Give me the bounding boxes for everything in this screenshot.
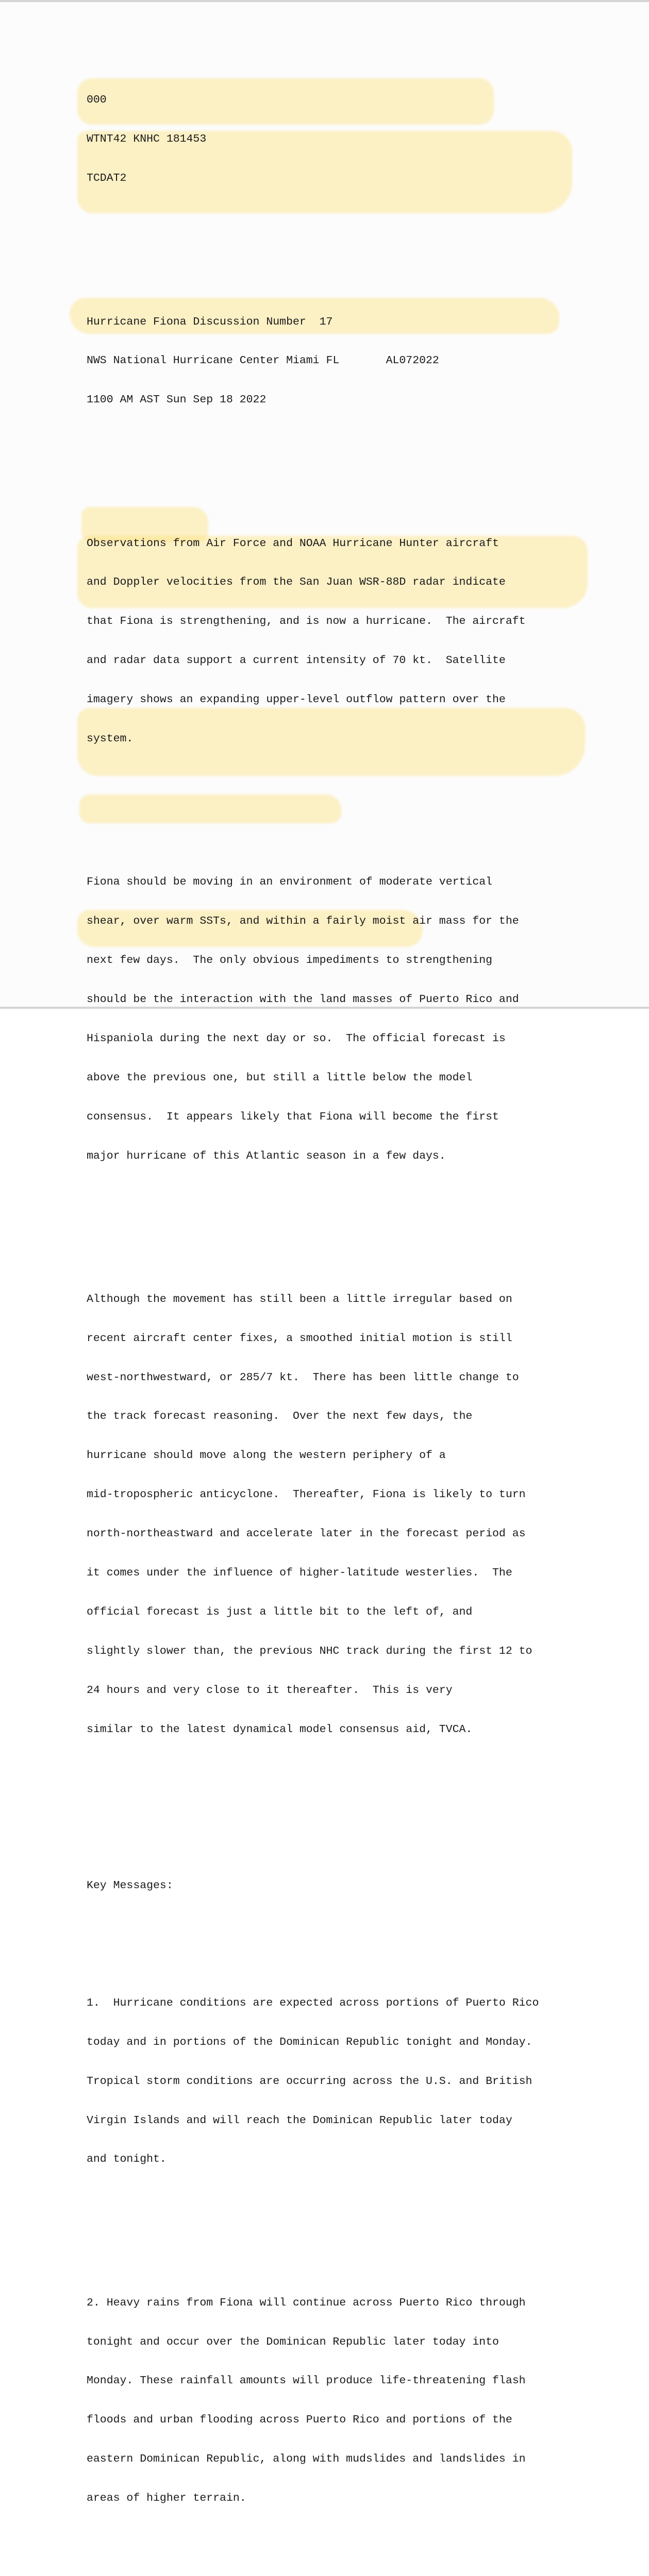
- paragraph-line: hurricane should move along the western periphery of a: [87, 1449, 446, 1462]
- paragraph-line: major hurricane of this Atlantic season in a few days.: [87, 1149, 446, 1162]
- key-message-line: 2. Heavy rains from Fiona will continue across Puerto Rico through: [87, 2296, 526, 2309]
- paragraph-line: 24 hours and very close to it thereafter. This is very: [87, 1684, 453, 1697]
- title-line: Hurricane Fiona Discussion Number 17: [87, 315, 333, 328]
- paragraph-line: slightly slower than, the previous NHC track during the first 12 to: [87, 1645, 532, 1657]
- title-block: [87, 290, 539, 433]
- key-message-line: eastern Dominican Republic, along with mudslides and landslides in: [87, 2453, 526, 2466]
- paragraph-line: it comes under the influence of higher-latitude westerlies. The: [87, 1567, 512, 1580]
- paragraph-line: shear, over warm SSTs, and within a fairly moist air mass for the: [87, 915, 519, 928]
- key-messages-heading: Key Messages:: [87, 1879, 173, 1892]
- paragraph-line: and Doppler velocities from the San Juan WSR-88D radar indicate: [87, 576, 506, 589]
- title-line: 1100 AM AST Sun Sep 18 2022: [87, 394, 267, 406]
- paragraph-line: west-northwestward, or 285/7 kt. There has been little change to: [87, 1371, 519, 1384]
- title-line: NWS National Hurricane Center Miami FL AL072022: [87, 354, 439, 367]
- paragraph-line: mid-tropospheric anticyclone. Thereafter, Fiona is likely to turn: [87, 1488, 526, 1501]
- paragraph-line: the track forecast reasoning. Over the next few days, the: [87, 1410, 473, 1423]
- paragraph-line: recent aircraft center fixes, a smoothed initial motion is still: [87, 1332, 512, 1345]
- paragraph-line: Although the movement has still been a little irregular based on: [87, 1293, 512, 1306]
- paragraph-line: official forecast is just a little bit to the left of, and: [87, 1605, 473, 1618]
- key-message-1: [87, 1971, 539, 2192]
- key-message-line: floods and urban flooding across Puerto Rico and portions of the: [87, 2414, 512, 2427]
- paragraph-line: and radar data support a current intensity of 70 kt. Satellite: [87, 654, 506, 667]
- key-message-line: and tonight.: [87, 2153, 167, 2166]
- paragraph-line: above the previous one, but still a little below the model: [87, 1071, 473, 1084]
- paragraph-line: imagery shows an expanding upper-level outflow pattern over the: [87, 693, 506, 706]
- product-header: [87, 68, 539, 211]
- paragraph-intensity: [87, 850, 539, 1189]
- discussion-text: [87, 29, 539, 2576]
- key-message-line: Virgin Islands and will reach the Dominican Republic later today: [87, 2114, 512, 2127]
- paragraph-line: consensus. It appears likely that Fiona will become the first: [87, 1110, 499, 1123]
- paragraph-line: should be the interaction with the land masses of Puerto Rico and: [87, 993, 519, 1006]
- paragraph-track: [87, 1267, 539, 1762]
- key-message-line: Tropical storm conditions are occurring across the U.S. and British: [87, 2075, 532, 2088]
- paragraph-line: Hispaniola during the next day or so. The official forecast is: [87, 1032, 506, 1045]
- paragraph-line: system.: [87, 733, 134, 745]
- header-line: WTNT42 KNHC 181453: [87, 133, 207, 146]
- paragraph-line: that Fiona is strengthening, and is now a hurricane. The aircraft: [87, 615, 526, 628]
- key-message-line: Monday. These rainfall amounts will produce life-threatening flash: [87, 2375, 526, 2387]
- key-message-line: tonight and occur over the Dominican Republic later today into: [87, 2335, 499, 2348]
- key-message-line: areas of higher terrain.: [87, 2492, 246, 2505]
- key-message-line: today and in portions of the Dominican Republic tonight and Monday.: [87, 2036, 532, 2048]
- key-message-2: [87, 2270, 539, 2531]
- paragraph-line: north-northeastward and accelerate later in the forecast period as: [87, 1528, 526, 1540]
- key-message-line: 1. Hurricane conditions are expected across portions of Puerto Rico: [87, 1996, 539, 2009]
- paragraph-line: Fiona should be moving in an environment of moderate vertical: [87, 876, 493, 889]
- paragraph-line: next few days. The only obvious impediments to strengthening: [87, 954, 493, 967]
- paragraph-observations: [87, 511, 539, 772]
- paragraph-line: similar to the latest dynamical model consensus aid, TVCA.: [87, 1723, 473, 1736]
- header-line: 000: [87, 94, 107, 107]
- paragraph-line: Observations from Air Force and NOAA Hurricane Hunter aircraft: [87, 537, 499, 550]
- header-line: TCDAT2: [87, 172, 127, 185]
